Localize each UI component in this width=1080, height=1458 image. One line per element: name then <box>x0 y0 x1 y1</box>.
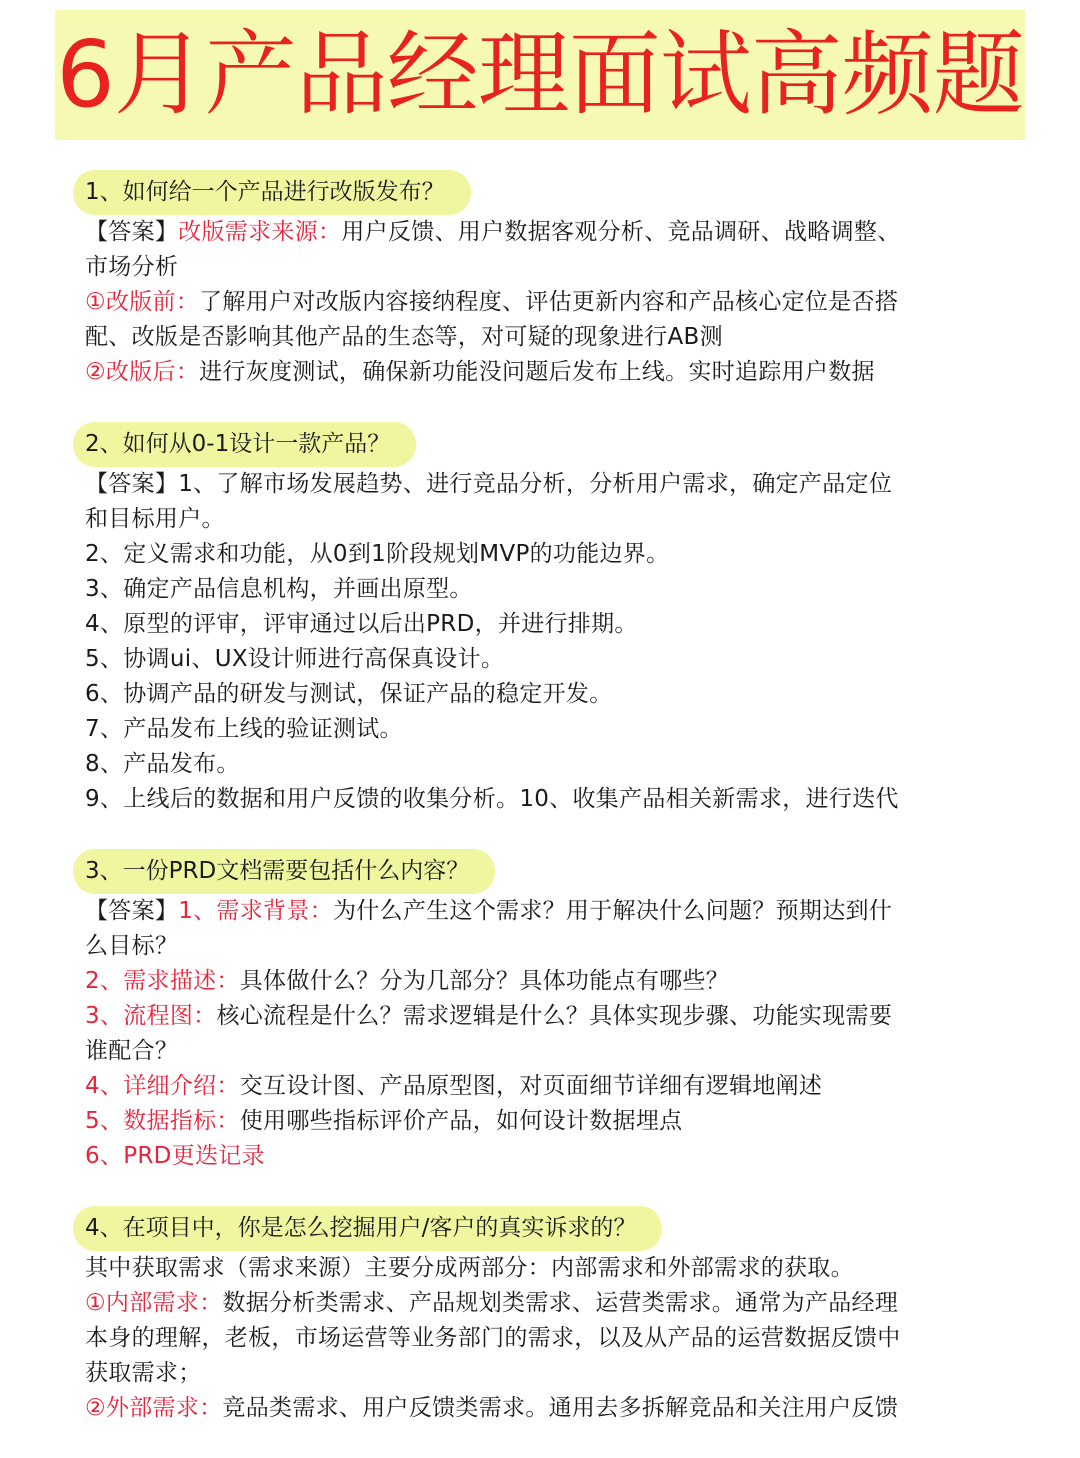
answer-text: 么目标？ <box>85 933 179 959</box>
answer-text: 本身的理解，老板，市场运营等业务部门的需求，以及从产品的运营数据反馈中 <box>85 1325 901 1351</box>
answer-line <box>85 964 1005 999</box>
key-term: ②改版后： <box>85 359 200 385</box>
key-term: 6、PRD更迭记录 <box>85 1143 265 1169</box>
answer-text: 数据分析类需求、产品规划类需求、运营类需求。通常为产品经理 <box>222 1290 899 1316</box>
answer-text: 具体做什么？分为几部分？具体功能点有哪些？ <box>239 968 730 994</box>
answer-line <box>85 1251 1005 1286</box>
answer-line <box>85 1321 1005 1356</box>
title-banner <box>55 10 1025 140</box>
question-heading: 4、在项目中，你是怎么挖掘用户/客户的真实诉求的？ <box>73 1206 662 1251</box>
key-term: 5、数据指标： <box>85 1108 240 1134</box>
qa-section-3 <box>85 849 1005 1174</box>
question-heading: 2、如何从0-1设计一款产品？ <box>73 422 416 467</box>
answer-text: 竞品类需求、用户反馈类需求。通用去多拆解竞品和关注用户反馈 <box>222 1395 899 1421</box>
answer-text: 9、上线后的数据和用户反馈的收集分析。10、收集产品相关新需求，进行迭代 <box>85 786 899 812</box>
answer-line <box>85 1391 1005 1426</box>
answer-text: 获取需求； <box>85 1360 202 1386</box>
answer-label: 【答案】 <box>85 898 179 924</box>
answer-text: 其中获取需求（需求来源）主要分成两部分：内部需求和外部需求的获取。 <box>85 1255 854 1281</box>
question-heading: 3、一份PRD文档需要包括什么内容？ <box>73 849 495 894</box>
answer-text: 用户反馈、用户数据客观分析、竞品调研、战略调整、 <box>341 219 901 245</box>
answer-text: 2、定义需求和功能，从0到1阶段规划MVP的功能边界。 <box>85 541 670 567</box>
page-title: 6月产品经理面试高频题 <box>56 21 1024 128</box>
answer-line <box>85 1069 1005 1104</box>
answer-text: 7、产品发布上线的验证测试。 <box>85 716 403 742</box>
answer-text: 使用哪些指标评价产品，如何设计数据埋点 <box>239 1108 683 1134</box>
answer-text: 市场分析 <box>85 254 179 280</box>
answer-line <box>85 894 1005 929</box>
qa-content <box>85 170 1005 1458</box>
qa-section-1 <box>85 170 1005 390</box>
answer-text: 5、协调ui、UX设计师进行高保真设计。 <box>85 646 505 672</box>
answer-line <box>85 677 1005 712</box>
answer-line <box>85 607 1005 642</box>
answer-line <box>85 1034 1005 1069</box>
key-term: ①内部需求： <box>85 1290 223 1316</box>
answer-line <box>85 712 1005 747</box>
question-heading: 1、如何给一个产品进行改版发布？ <box>73 170 471 215</box>
answer-line <box>85 537 1005 572</box>
key-term: 2、需求描述： <box>85 968 240 994</box>
answer-line <box>85 355 1005 390</box>
answer-line <box>85 1139 1005 1174</box>
answer-text: 【答案】1、了解市场发展趋势、进行竞品分析，分析用户需求，确定产品定位 <box>85 471 893 497</box>
key-term: 改版需求来源： <box>178 219 342 245</box>
answer-text: 进行灰度测试，确保新功能没问题后发布上线。实时追踪用户数据 <box>199 359 875 385</box>
answer-text: 8、产品发布。 <box>85 751 240 777</box>
key-term: ②外部需求： <box>85 1395 223 1421</box>
answer-line <box>85 320 1005 355</box>
answer-line <box>85 285 1005 320</box>
answer-text: 交互设计图、产品原型图，对页面细节详细有逻辑地阐述 <box>239 1073 823 1099</box>
answer-line <box>85 1286 1005 1321</box>
key-term: 4、详细介绍： <box>85 1073 240 1099</box>
answer-label: 【答案】 <box>85 219 179 245</box>
key-term: 1、需求背景： <box>178 898 333 924</box>
answer-line <box>85 642 1005 677</box>
answer-line <box>85 250 1005 285</box>
key-term: ①改版前： <box>85 289 200 315</box>
answer-text: 4、原型的评审，评审通过以后出PRD，并进行排期。 <box>85 611 638 637</box>
answer-line <box>85 1356 1005 1391</box>
qa-section-4 <box>85 1206 1005 1426</box>
answer-line <box>85 467 1005 502</box>
answer-line <box>85 929 1005 964</box>
answer-line <box>85 1104 1005 1139</box>
answer-line <box>85 999 1005 1034</box>
answer-line <box>85 572 1005 607</box>
answer-line <box>85 502 1005 537</box>
answer-line <box>85 782 1005 817</box>
answer-text: 核心流程是什么？需求逻辑是什么？具体实现步骤、功能实现需要 <box>216 1003 893 1029</box>
answer-text: 3、确定产品信息机构，并画出原型。 <box>85 576 473 602</box>
qa-section-2 <box>85 422 1005 817</box>
answer-text: 6、协调产品的研发与测试，保证产品的稳定开发。 <box>85 681 613 707</box>
answer-text: 配、改版是否影响其他产品的生态等，对可疑的现象进行AB测 <box>85 324 723 350</box>
key-term: 3、流程图： <box>85 1003 217 1029</box>
answer-text: 和目标用户。 <box>85 506 225 532</box>
answer-line <box>85 747 1005 782</box>
answer-text: 谁配合？ <box>85 1038 179 1064</box>
answer-line <box>85 215 1005 250</box>
answer-text: 为什么产生这个需求？用于解决什么问题？预期达到什 <box>332 898 893 924</box>
answer-text: 了解用户对改版内容接纳程度、评估更新内容和产品核心定位是否搭 <box>199 289 899 315</box>
